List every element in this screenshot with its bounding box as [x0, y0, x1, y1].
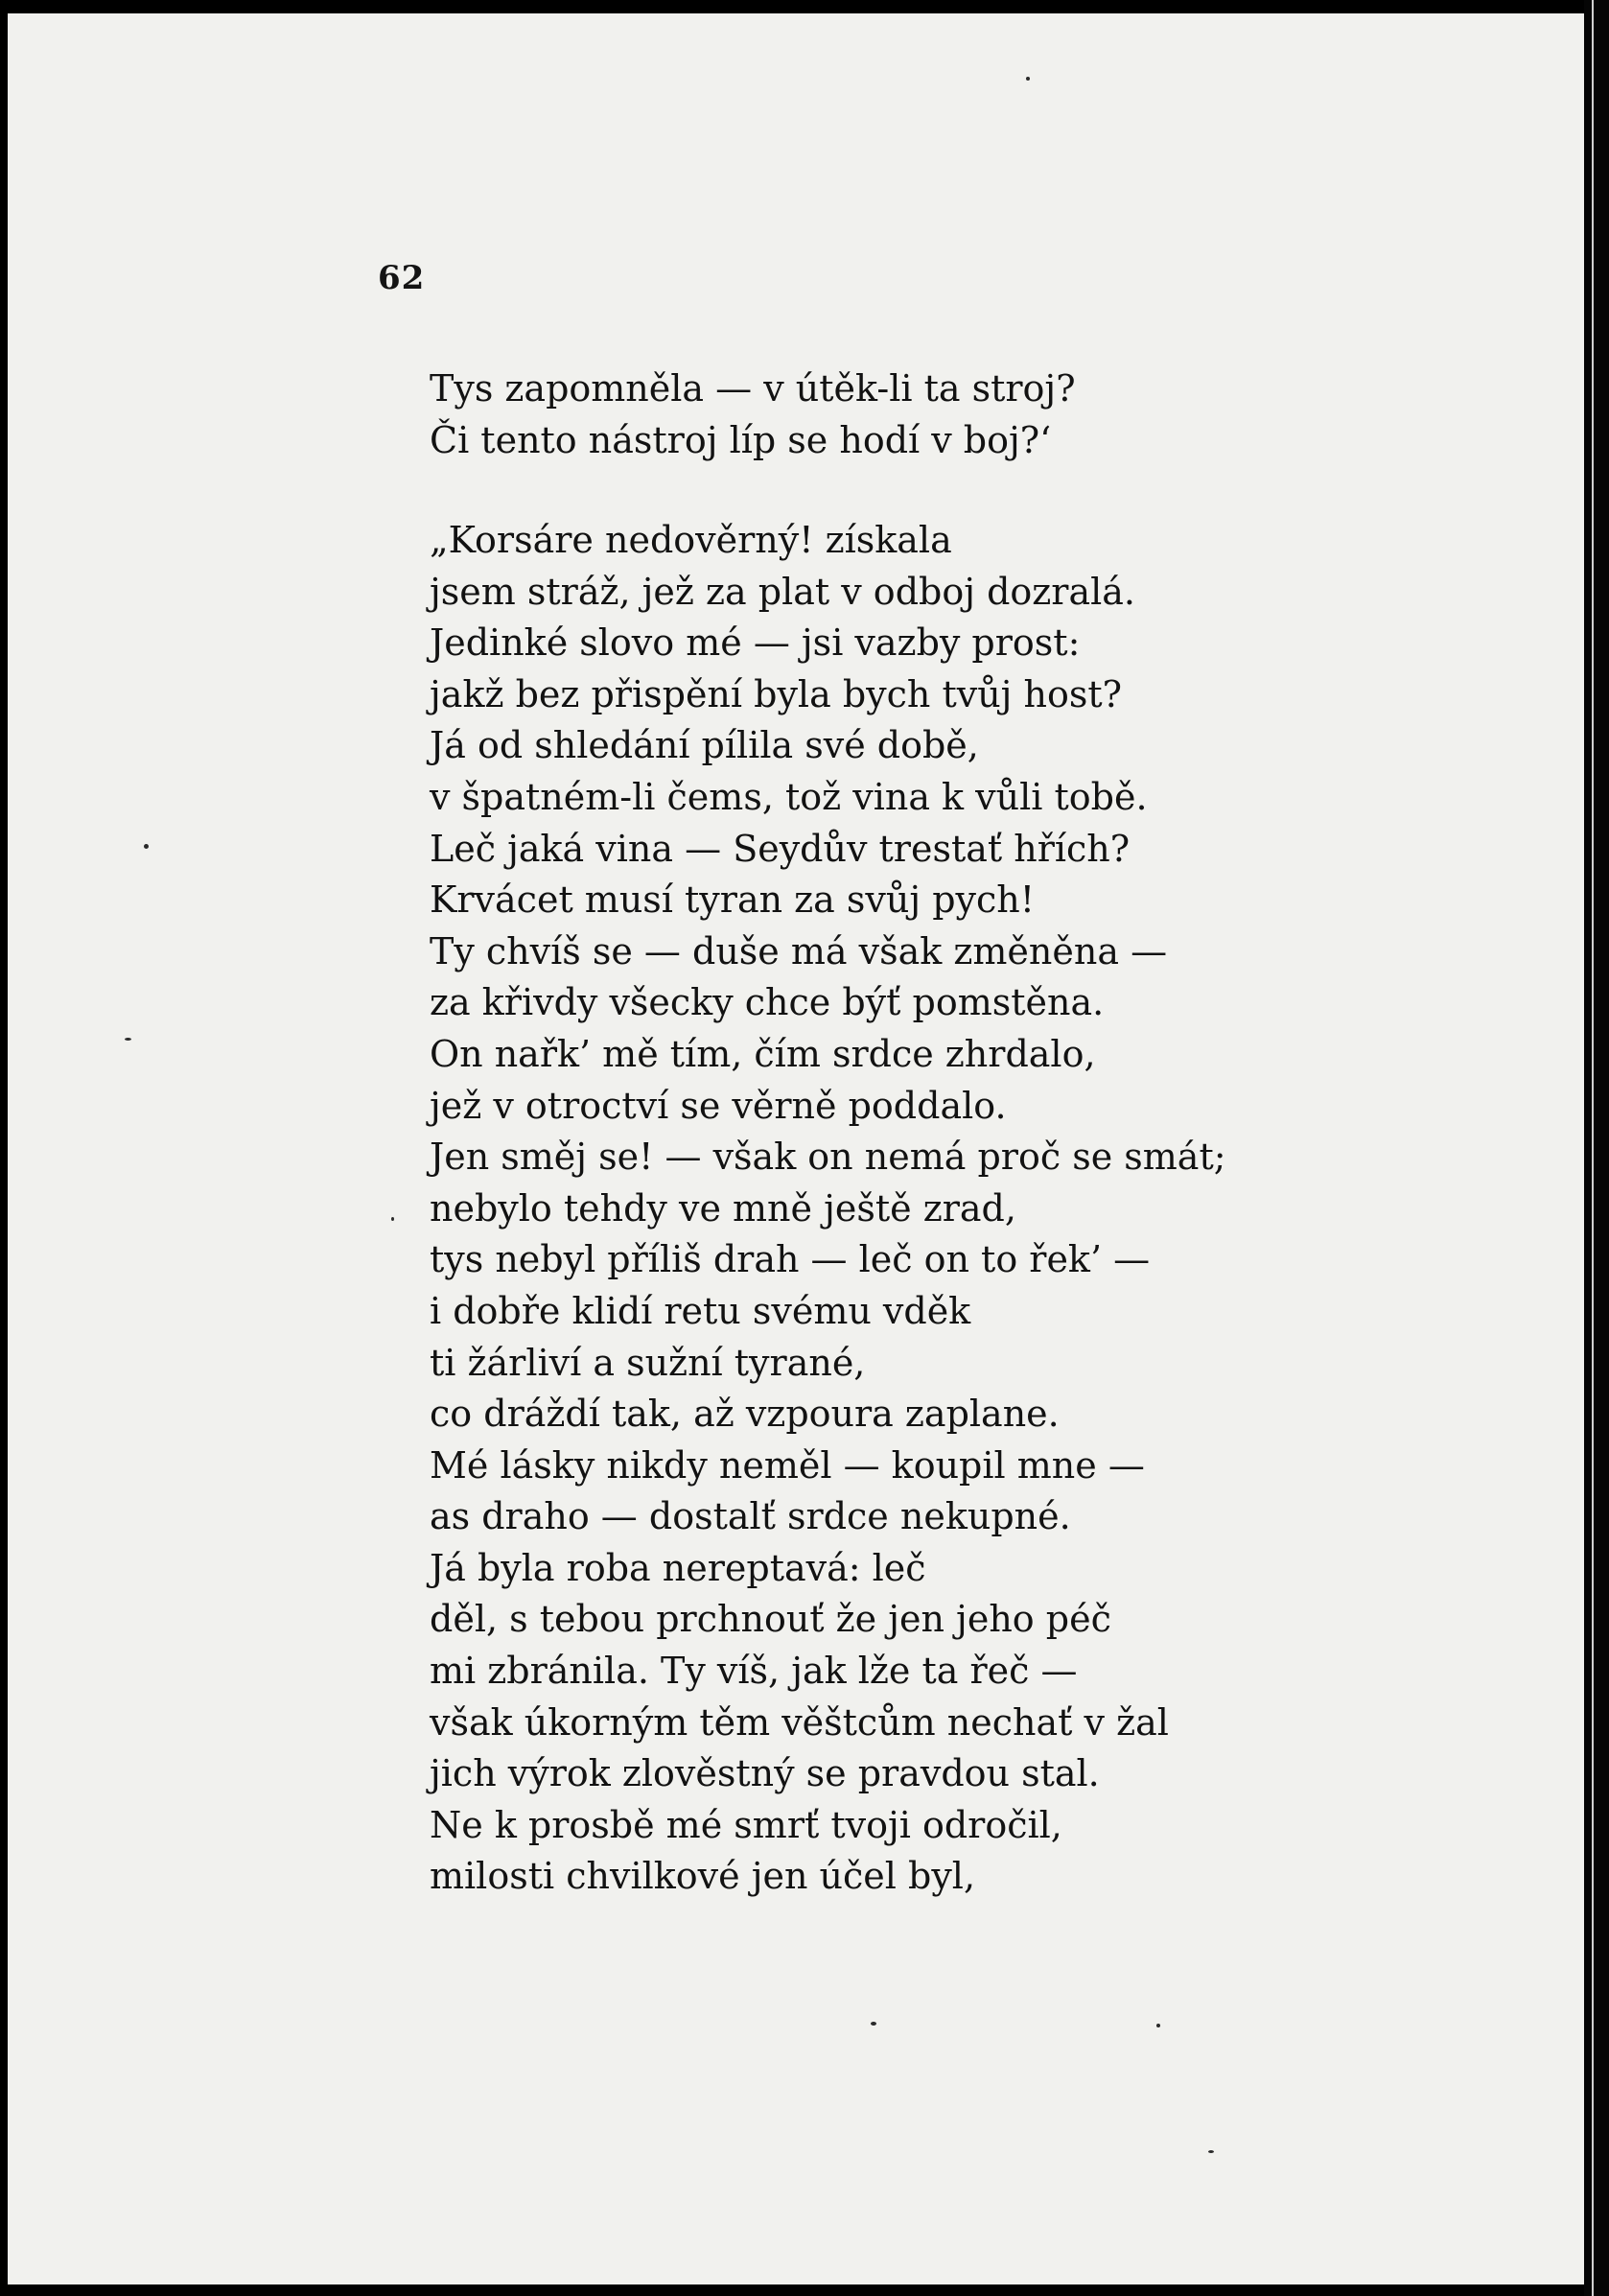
scan-speck — [1208, 2150, 1214, 2153]
poem-line: jež v otroctví se věrně poddalo. — [430, 1084, 1007, 1127]
poem-line: i dobře klidí retu svému vděk — [430, 1289, 971, 1332]
poem-line: nebylo tehdy ve mně ještě zrad, — [430, 1186, 1016, 1230]
poem-line: Já od shledání pílila své době, — [430, 724, 979, 767]
poem-line: Ty chvíš se — duše má však změněna — — [430, 929, 1168, 972]
poem-line: Mé lásky nikdy neměl — koupil mne — — [430, 1443, 1145, 1487]
stanza-2 — [430, 515, 1226, 1903]
poem-line: Já byla roba nereptavá: leč — [430, 1546, 926, 1589]
poem-line: za křivdy všecky chce býť pomstěna. — [430, 981, 1105, 1024]
poem-line: tys nebyl příliš drah — leč on to řek’ — — [430, 1238, 1151, 1281]
scan-speck — [1156, 2024, 1160, 2027]
poem-line: jich výrok zlověstný se pravdou stal. — [430, 1752, 1100, 1795]
poem-line: Krvácet musí tyran za svůj pych! — [430, 879, 1036, 922]
scan-speck — [144, 844, 149, 849]
scan-speck — [125, 1038, 131, 1041]
book-page — [8, 13, 1586, 2284]
poem-line: milosti chvilkové jen účel byl, — [430, 1855, 976, 1898]
scan-speck — [1026, 77, 1030, 81]
poem-line: Jedinké slovo mé — jsi vazby prost: — [430, 621, 1081, 665]
poem-line: jsem stráž, jež za plat v odboj dozralá. — [430, 570, 1136, 613]
poem-line: co dráždí tak, až vzpoura zaplane. — [430, 1393, 1060, 1436]
scan-edge-line — [1592, 0, 1594, 2296]
poem-line: „Korsáre nedověrný! získala — [430, 519, 952, 561]
poem-line: ti žárliví a sužní tyrané, — [430, 1341, 866, 1384]
poem-line: však úkorným těm věštcům nechať v žal — [430, 1700, 1169, 1744]
poem-line: Ne k prosbě mé smrť tvoji odročil, — [430, 1803, 1062, 1846]
poem-line: v špatném-li čems, tož vina k vůli tobě. — [430, 775, 1148, 818]
scan-border — [1584, 0, 1609, 2296]
poem-line: Tys zapomněla — v útěk-li ta stroj? — [430, 367, 1076, 410]
poem-line: mi zbránila. Ty víš, jak lže ta řeč — — [430, 1650, 1078, 1693]
scan-speck — [871, 2022, 876, 2026]
poem-line: jakž bez přispění byla bych tvůj host? — [430, 672, 1123, 715]
poem-line: On nařk’ mě tím, čím srdce zhrdalo, — [430, 1032, 1096, 1075]
poem-line: as draho — dostalť srdce nekupné. — [430, 1495, 1071, 1538]
poem-line: Či tento nástroj líp se hodí v boj?‘ — [430, 418, 1052, 461]
poem-line: Leč jaká vina — Seydův trestať hřích? — [430, 827, 1131, 870]
scan-speck — [391, 1217, 394, 1221]
poem-line: děl, s tebou prchnouť že jen jeho péč — [430, 1598, 1111, 1641]
page-number: 62 — [378, 259, 426, 297]
stanza-1 — [430, 363, 1076, 466]
poem-line: Jen směj se! — však on nemá proč se smát; — [430, 1136, 1226, 1179]
